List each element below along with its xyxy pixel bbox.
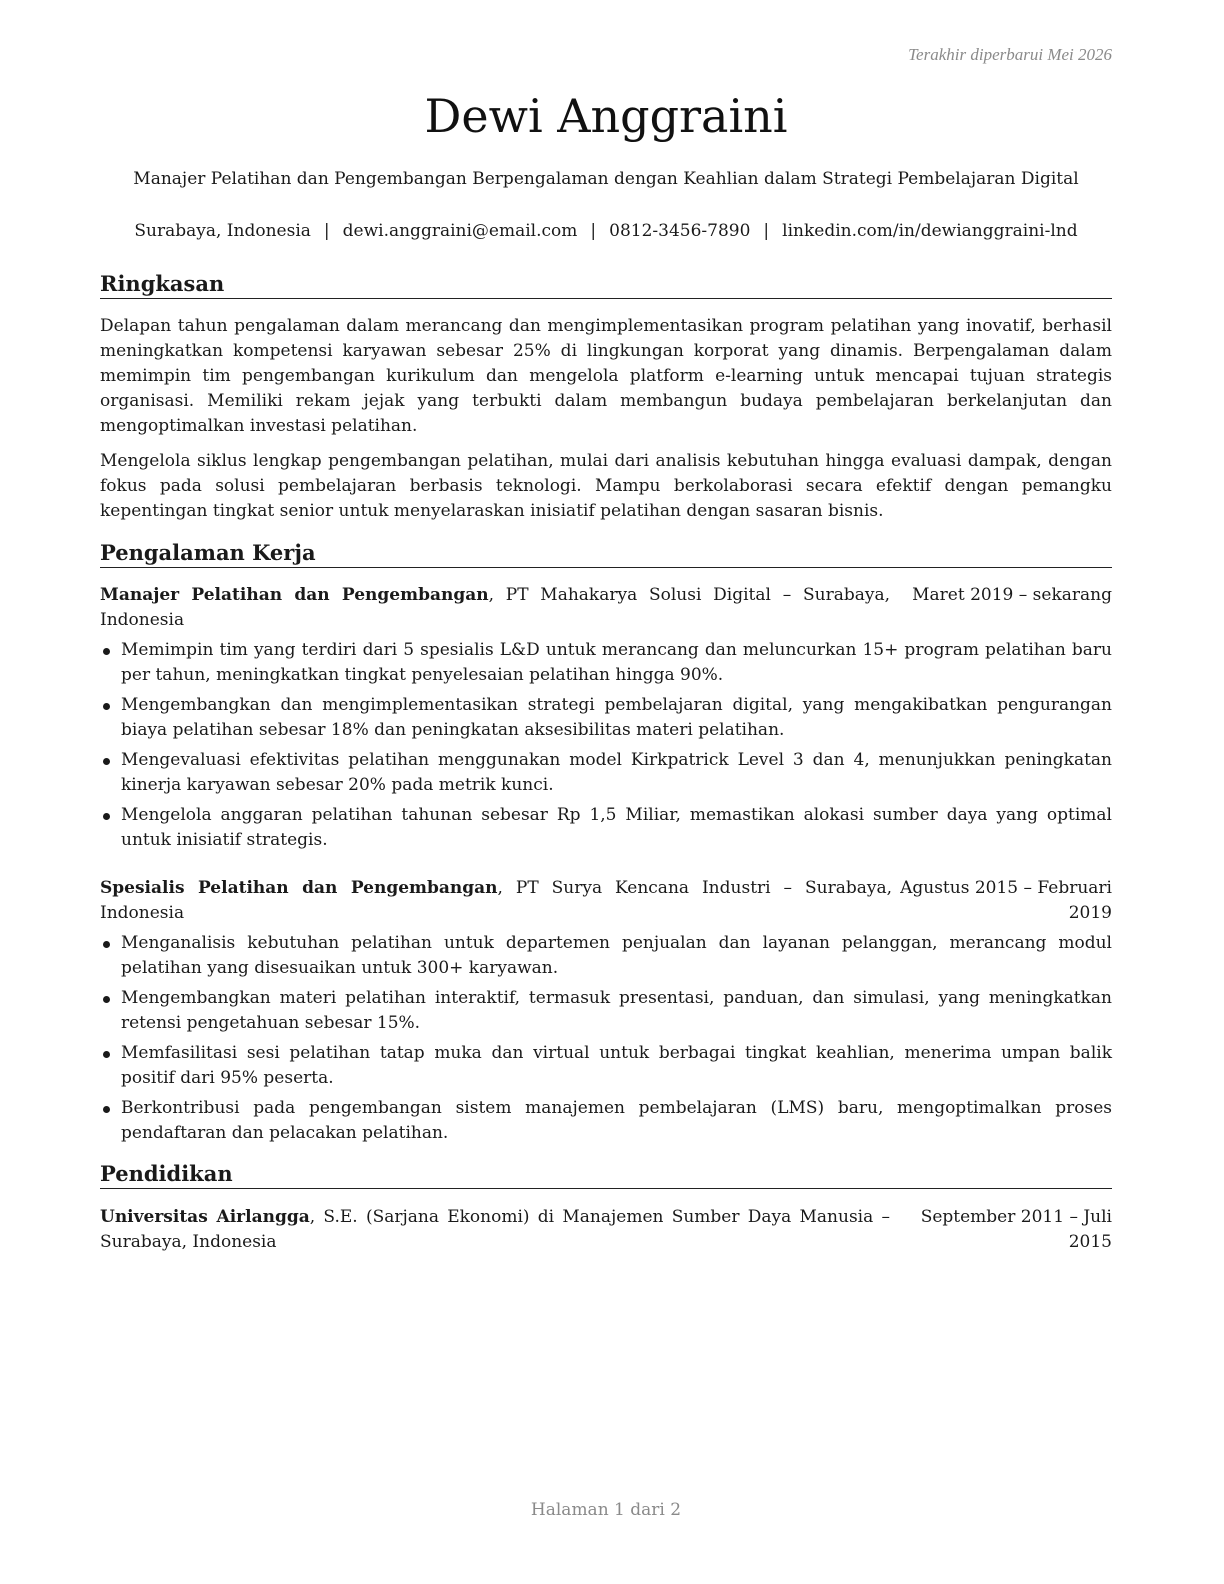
bullet-icon bbox=[103, 1106, 110, 1113]
job-bullets bbox=[100, 638, 1112, 858]
job-role bbox=[100, 583, 890, 633]
contact-separator: | bbox=[763, 221, 770, 241]
list-item: Mengelola anggaran pelatihan tahunan sebesar Rp 1,5 Miliar, memastikan alokasi sumber daya yang optimal untuk inisiatif strategis. bbox=[100, 803, 1112, 853]
page-number: Halaman 1 dari 2 bbox=[530, 1500, 682, 1520]
list-item: Mengembangkan dan mengimplementasikan strategi pembelajaran digital, yang mengakibatkan pengurangan biaya pelatihan sebesar 18% dan peningkatan aksesibilitas materi pelatihan. bbox=[100, 693, 1112, 743]
education-school: Universitas Airlangga bbox=[100, 1207, 310, 1227]
section-title-experience: Pengalaman Kerja bbox=[100, 539, 1112, 568]
bullet-icon bbox=[103, 758, 110, 765]
candidate-name: Dewi Anggraini bbox=[424, 89, 788, 143]
list-item: Mengembangkan materi pelatihan interaktif, termasuk presentasi, panduan, dan simulasi, yang meningkatkan retensi pengetahuan sebesar 15%. bbox=[100, 986, 1112, 1036]
job-company: , PT Surya Kencana Industri – Surabaya, Indonesia bbox=[100, 878, 892, 923]
list-item: Menganalisis kebutuhan pelatihan untuk departemen penjualan dan layanan pelanggan, merancang modul pelatihan yang disesuaikan untuk 300+ karyawan. bbox=[100, 931, 1112, 981]
job-title: Spesialis Pelatihan dan Pengembangan bbox=[100, 878, 498, 898]
education-degree: , S.E. (Sarjana Ekonomi) di Manajemen Sumber Daya Manusia – Surabaya, Indonesia bbox=[100, 1207, 891, 1252]
bullet-icon bbox=[103, 996, 110, 1003]
job-dates: Maret 2019 – sekarang bbox=[912, 585, 1112, 605]
headline: Manajer Pelatihan dan Pengembangan Berpengalaman dengan Keahlian dalam Strategi Pembelajaran Digital bbox=[133, 169, 1079, 189]
summary-paragraph-1: Delapan tahun pengalaman dalam merancang dan mengimplementasikan program pelatihan yang inovatif, berhasil meningkatkan kompetensi karyawan sebesar 25% di lingkungan korporat yang dinamis. Berpengalaman dalam memimpin tim pengembangan kurikulum dan mengelola platform e-learning untuk mencapai tujuan strategis organisasi. Memiliki rekam jejak yang terbukti dalam membangun budaya pembelajaran berkelanjutan dan mengoptimalkan investasi pelatihan. bbox=[100, 316, 1112, 436]
bullet-icon bbox=[103, 648, 110, 655]
list-item: Memimpin tim yang terdiri dari 5 spesialis L&D untuk merancang dan meluncurkan 15+ program pelatihan baru per tahun, meningkatkan tingkat penyelesaian pelatihan hingga 90%. bbox=[100, 638, 1112, 688]
education-entry bbox=[100, 1205, 1112, 1255]
list-item: Berkontribusi pada pengembangan sistem manajemen pembelajaran (LMS) baru, mengoptimalkan proses pendaftaran dan pelacakan pelatihan. bbox=[100, 1096, 1112, 1146]
education-school-degree bbox=[100, 1205, 890, 1255]
section-title-education: Pendidikan bbox=[100, 1160, 1112, 1189]
bullet-icon bbox=[103, 813, 110, 820]
job-dates: Agustus 2015 – Februari 2019 bbox=[900, 878, 1112, 923]
summary-paragraph-2: Mengelola siklus lengkap pengembangan pelatihan, mulai dari analisis kebutuhan hingga evaluasi dampak, dengan fokus pada solusi pembelajaran berbasis teknologi. Mampu berkolaborasi secara efektif dengan pemangku kepentingan tingkat senior untuk menyelaraskan inisiatif pelatihan dengan sasaran bisnis. bbox=[100, 451, 1112, 521]
contact-separator: | bbox=[590, 221, 597, 241]
contact-phone: 0812-3456-7890 bbox=[609, 221, 751, 241]
contact-location: Surabaya, Indonesia bbox=[134, 221, 311, 241]
section-title-summary: Ringkasan bbox=[100, 270, 1112, 299]
last-updated-note: Terakhir diperbarui Mei 2026 bbox=[908, 45, 1112, 64]
bullet-icon bbox=[103, 703, 110, 710]
bullet-icon bbox=[103, 941, 110, 948]
job-role bbox=[100, 876, 892, 926]
job-company: , PT Mahakarya Solusi Digital – Surabaya, Indonesia bbox=[100, 585, 890, 630]
resume-page bbox=[100, 0, 1112, 1584]
list-item: Memfasilitasi sesi pelatihan tatap muka dan virtual untuk berbagai tingkat keahlian, menerima umpan balik positif dari 95% peserta. bbox=[100, 1041, 1112, 1091]
contact-email[interactable]: dewi.anggraini@email.com bbox=[342, 221, 578, 241]
job-header bbox=[100, 583, 1112, 633]
list-item: Mengevaluasi efektivitas pelatihan menggunakan model Kirkpatrick Level 3 dan 4, menunjukkan peningkatan kinerja karyawan sebesar 20% pada metrik kunci. bbox=[100, 748, 1112, 798]
contact-separator: | bbox=[323, 221, 330, 241]
education-dates: September 2011 – Juli 2015 bbox=[920, 1207, 1112, 1252]
job-title: Manajer Pelatihan dan Pengembangan bbox=[100, 585, 489, 605]
contact-linkedin[interactable]: linkedin.com/in/dewianggraini-lnd bbox=[782, 221, 1078, 241]
job-bullets bbox=[100, 931, 1112, 1151]
bullet-icon bbox=[103, 1051, 110, 1058]
contact-line bbox=[100, 219, 1112, 243]
job-header bbox=[100, 876, 1112, 926]
